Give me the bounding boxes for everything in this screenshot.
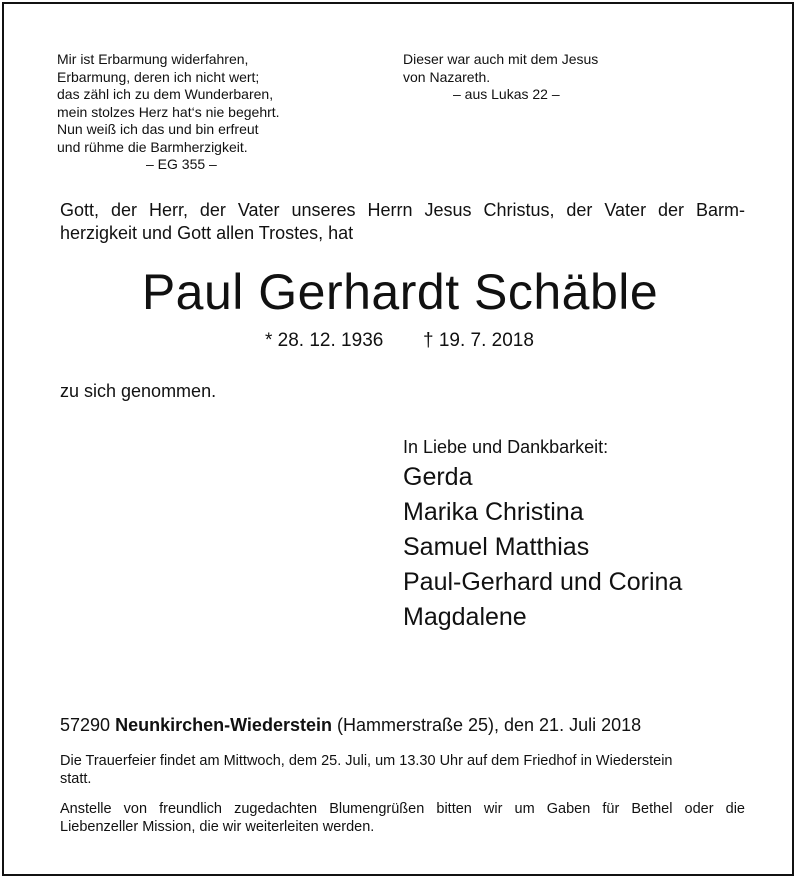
- mourner-name: Magdalene: [403, 603, 527, 631]
- verse-line: Erbarmung, deren ich nicht wert;: [57, 68, 260, 85]
- verse-line: das zähl ich zu dem Wunderbaren,: [57, 86, 274, 102]
- verse-line: und rühme die Barmherzigkeit.: [57, 138, 248, 155]
- mourner-name: Gerda: [403, 463, 473, 491]
- address-rest: (Hammerstraße 25), den 21. Juli 2018: [336, 715, 642, 735]
- mourners-lead: In Liebe und Dankbarkeit:: [403, 437, 609, 457]
- verse-line: Dieser war auch mit dem Jesus: [403, 51, 599, 67]
- address-zip: 57290: [60, 715, 111, 735]
- death-date: † 19. 7. 2018: [423, 330, 534, 351]
- note-line: Anstelle von freundlich zugedachten Blumengrüßen bitten wir um Gaben für Bethel oder die: [60, 801, 745, 817]
- intro-line: herzigkeit und Gott allen Trostes, hat: [60, 223, 354, 243]
- donation-note: [60, 800, 745, 836]
- verse-line: Mir ist Erbarmung widerfahren,: [57, 51, 249, 67]
- verse-source: – aus Lukas 22 –: [453, 86, 560, 102]
- verse-line: Nun weiß ich das und bin erfreut: [57, 121, 259, 137]
- verse-line: von Nazareth.: [403, 68, 491, 85]
- mourner-name: Marika Christina: [403, 498, 584, 526]
- deceased-name: Paul Gerhardt Schäble: [141, 264, 659, 320]
- note-line: Die Trauerfeier findet am Mittwoch, dem 25. Juli, um 13.30 Uhr auf dem Friedhof in Wiederstein: [60, 753, 673, 769]
- address-town: Neunkirchen-Wiederstein: [115, 715, 332, 735]
- verse-source: – EG 355 –: [146, 156, 217, 172]
- intro-text: [60, 199, 745, 245]
- mourner-name: Samuel Matthias: [403, 533, 590, 561]
- taken-text: zu sich genommen.: [60, 381, 217, 401]
- note-line: Liebenzeller Mission, die wir weiterleiten werden.: [60, 819, 375, 835]
- birth-date: * 28. 12. 1936: [265, 330, 384, 351]
- verse-left: [57, 51, 280, 174]
- verse-line: mein stolzes Herz hat‘s nie begehrt.: [57, 103, 280, 120]
- mourners-list: [403, 460, 682, 635]
- address-line: [60, 714, 641, 737]
- funeral-note: [60, 752, 745, 788]
- mourner-name: Paul-Gerhard und Corina: [403, 568, 683, 596]
- note-line: statt.: [60, 771, 92, 787]
- intro-line: Gott, der Herr, der Vater unseres Herrn Jesus Christus, der Vater der Barm-: [60, 200, 745, 220]
- verse-right: [403, 51, 598, 104]
